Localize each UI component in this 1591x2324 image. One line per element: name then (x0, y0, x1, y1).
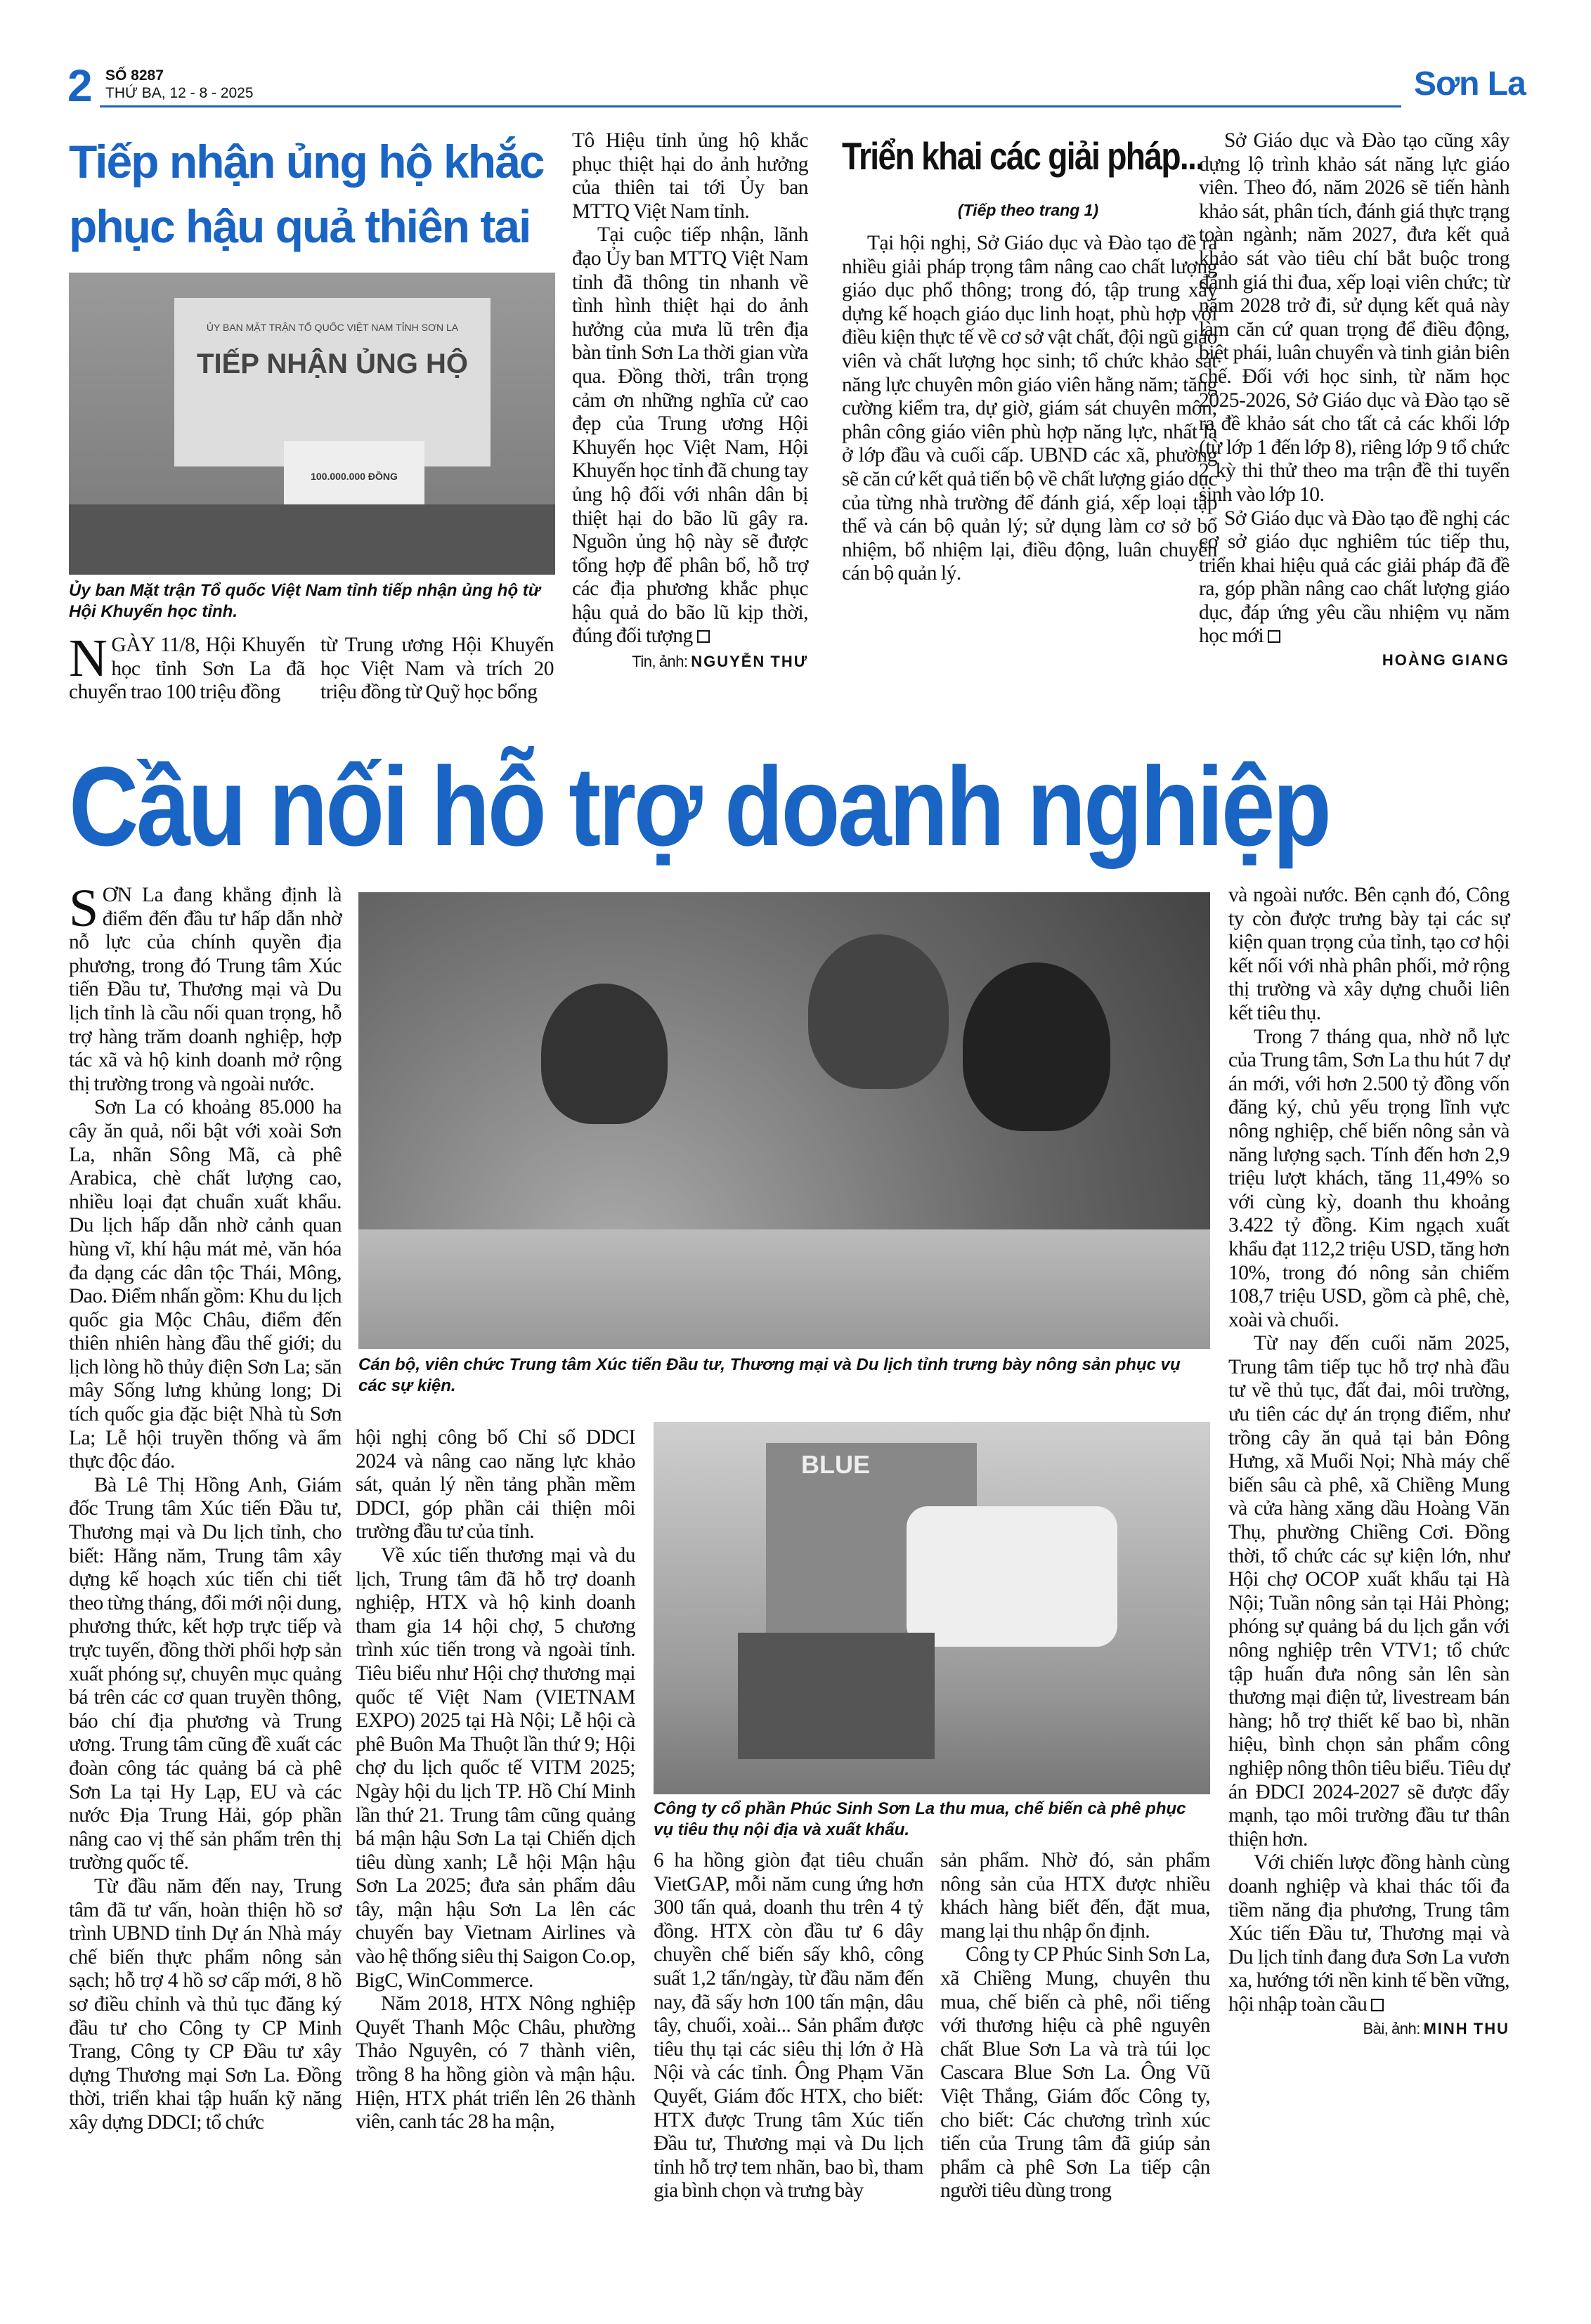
article2-continued: (Tiếp theo trang 1) (957, 201, 1099, 219)
article1-p2: Tại cuộc tiếp nhận, lãnh đạo Ủy ban MTTQ Việt Nam tỉnh đã thông tin nhanh về tình hình thiệt hại do ảnh hưởng của mưa lũ trên địa bàn tỉnh Sơn La thời gian vừa qua. Đồng thời, trân trọng cảm ơn những nghĩa cử cao đẹp của Trung ương Hội Khuyến học Việt Nam, Hội Khuyến học tỉnh đã chung tay ủng hộ đối với nhân dân bị thiệt hại do bão lũ gây ra. Nguồn ủng hộ này sẽ được tổng hợp để phân bổ, hỗ trợ các địa phương khắc phục hậu quả do bão lũ kịp thời, đúng đối tượng (572, 223, 808, 648)
article3-p: hội nghị công bố Chỉ số DDCI 2024 và nâng cao năng lực khảo sát, quản lý nền tảng phần mềm DDCI, góp phần cải thiện môi trường đầu tư của tỉnh. (356, 1426, 635, 1543)
article2-p1: Tại hội nghị, Sở Giáo dục và Đào tạo đề ra nhiều giải pháp trọng tâm nâng cao chất lượng giáo dục phổ thông; trong đó, tập trung xây dựng kế hoạch giáo dục linh hoạt, phù hợp với điều kiện thực tế về cơ sở vật chất, đội ngũ giáo viên và chất lượng học sinh; tổ chức khảo sát năng lực chuyên môn giáo viên hằng năm; tăng cường kiểm tra, dự giờ, giám sát chuyên môn; phân công giáo viên phù hợp năng lực, nhất là ở lớp đầu và cuối cấp. UBND các xã, phường sẽ căn cứ kết quả tiến bộ về chất lượng giáo dục của từng nhà trường để đánh giá, xếp loại tập thể và cán bộ quản lý; sử dụng làm cơ sở bổ nhiệm, bổ nhiệm lại, điều động, luân chuyển cán bộ quản lý. (842, 232, 1217, 585)
photo-board: 100.000.000 ĐỒNG (311, 471, 398, 482)
article3-p: Từ nay đến cuối năm 2025, Trung tâm tiếp tục hỗ trợ nhà đầu tư về thủ tục, đất đai, môi trường, ưu tiên các dự án trọng điểm, như trồng cây ăn quả tại bản Đông Hưng, xã Muổi Nọi; Nhà máy chế biến sâu cà phê, xã Chiềng Mung và cửa hàng xăng dầu Hoàng Văn Thụ, phường Chiềng Cơi. Đồng thời, tổ chức các sự kiện lớn, như Hội chợ OCOP xuất khẩu tại Hà Nội; Tuần nông sản tại Hải Phòng; phóng sự quảng bá du lịch gắn với nông nghiệp trên VTV1; tổ chức tập huấn đưa nông sản lên sàn thương mại điện tử, livestream bán hàng; hỗ trợ thiết kế bao bì, nhãn hiệu, bình chọn sản phẩm công nghiệp nông thôn tiêu biểu. Tiêu dự án ĐDCI 2024-2027 sẽ được đẩy mạnh, tạo môi trường đầu tư thân thiện hơn. (1228, 1332, 1509, 1850)
article3-p: Với chiến lược đồng hành cùng doanh nghiệp và khai thác tối đa tiềm năng địa phương, Trung tâm Xúc tiến Đầu tư, Thương mại và Du lịch tỉnh đang đưa Sơn La vươn xa, hướng tới nền kinh tế bền vững, hội nhập toàn cầu (1228, 1851, 1509, 2016)
end-mark (1268, 630, 1280, 643)
article1-byline: Tin, ảnh: NGUYỄN THƯ (632, 653, 808, 671)
article1-col3 (572, 129, 808, 674)
article1-p1-end: Tô Hiệu tỉnh ủng hộ khắc phục thiệt hại do ảnh hưởng của thiên tai tới Ủy ban MTTQ Việt Nam tỉnh. (572, 129, 808, 223)
article3-p: và ngoài nước. Bên cạnh đó, Công ty còn được trưng bày tại các sự kiện quan trọng của tỉnh, tạo cơ hội kết nối với nhà phân phối, mở rộng thị trường và xây dựng chuỗi liên kết tiêu thụ. (1228, 884, 1509, 1024)
article3-p: Sơn La có khoảng 85.000 ha cây ăn quả, nổi bật với xoài Sơn La, nhãn Sông Mã, cà phê Arabica, chè chất lượng cao, nhiều loại đạt chuẩn xuất khẩu. Du lịch hấp dẫn nhờ cảnh quan hùng vĩ, khí hậu mát mẻ, văn hóa đa dạng các dân tộc Thái, Mông, Dao. Điểm nhấn gồm: Khu du lịch quốc gia Mộc Châu, điểm đến thiên nhiên hàng đầu thế giới; du lịch lòng hồ thủy điện Sơn La; săn mây Sống lưng khủng long; Di tích quốc gia đặc biệt Nhà tù Sơn La; Lễ hội truyền thống và ẩm thực độc đáo. (69, 1096, 342, 1473)
article3-photo1-caption: Cán bộ, viên chức Trung tâm Xúc tiến Đầu tư, Thương mại và Du lịch tỉnh trưng bày nông sản phục vụ các sự kiện. (358, 1355, 1181, 1395)
section-name: Sơn La (1414, 65, 1526, 103)
article3-p: Từ đầu năm đến nay, Trung tâm đã tư vấn, hoàn thiện hồ sơ trình UBND tỉnh Dự án Nhà máy chế biến thực phẩm nông sản sạch; hỗ trợ 4 hồ sơ cấp mới, 8 hồ sơ điều chỉnh và thủ tục đăng ký đầu tư cho Công ty CP Minh Trang, Công ty CP Đầu tư xây dựng Thương mại Sơn La. Đồng thời, triển khai tập huấn kỹ năng xây dựng DDCI; tổ chức (69, 1874, 342, 2134)
photo2-sign: BLUE (801, 1450, 870, 1479)
article2-p3: Sở Giáo dục và Đào tạo đề nghị các cơ sở giáo dục nghiêm túc tiếp thu, triển khai hiệu quả các giải pháp đã đề ra, góp phần nâng cao chất lượng giáo dục, đáp ứng yêu cầu nhiệm vụ năm học mới (1199, 507, 1509, 648)
article3-p: Trong 7 tháng qua, nhờ nỗ lực của Trung tâm, Sơn La thu hút 7 dự án mới, với hơn 2.500 tỷ đồng vốn đăng ký, chủ yếu trọng lĩnh vực nông nghiệp, chế biến nông sản và năng lượng sạch. Tính đến hơn 2,9 triệu lượt khách, tăng 11,49% so với cùng kỳ, doanh thu khoảng 3.422 tỷ đồng. Kim ngạch xuất khẩu đạt 112,2 triệu USD, tăng hơn 10%, trong đó nông sản chiếm 108,7 triệu USD, gồm cà phê, chè, xoài và chuối. (1228, 1025, 1509, 1331)
article3-col1 (69, 879, 342, 2134)
article2-byline: HOÀNG GIANG (1382, 651, 1509, 670)
article3-p: 6 ha hồng giòn đạt tiêu chuẩn VietGAP, mỗi năm cung ứng hơn 300 tấn quả, doanh thu trên 4 tỷ đồng. HTX còn đầu tư 6 dây chuyền chế biến sấy khô, công suất 1,2 tấn/ngày, từ đầu năm đến nay, đã sấy hơn 100 tấn mận, dâu tây, chuối, xoài... Sản phẩm được tiêu thụ tại các siêu thị lớn ở Hà Nội và các tỉnh. Ông Phạm Văn Quyết, Giám đốc HTX, cho biết: HTX được Trung tâm Xúc tiến Đầu tư, Thương mại và Du lịch tỉnh hỗ trợ tem nhãn, bao bì, tham gia bình chọn và trưng bày (654, 1849, 923, 2202)
article3-photo2 (654, 1422, 1210, 1794)
article3-title: Cầu nối hỗ trợ doanh nghiệp (69, 743, 1330, 869)
article3-p: Năm 2018, HTX Nông nghiệp Quyết Thanh Mộc Châu, phường Thảo Nguyên, có 7 thành viên, trồng 8 ha hồng giòn và mận hậu. Hiện, HTX phát triển lên 26 thành viên, canh tác 28 ha mận, (356, 1992, 635, 2134)
article1-col2 (320, 634, 554, 705)
article2-col2 (1199, 129, 1509, 672)
photo-banner-top: ỦY BAN MẶT TRẬN TỔ QUỐC VIỆT NAM TỈNH SƠN LA (206, 322, 459, 333)
dropcap: N (69, 629, 108, 688)
article3-col3 (654, 1849, 923, 2203)
article3-p: sản phẩm. Nhờ đó, sản phẩm nông sản của HTX được nhiều khách hàng biết đến, đặt mua, mang lại thu nhập ổn định. (940, 1849, 1210, 1943)
article1-photo (69, 273, 555, 575)
article3-col2 (356, 1426, 635, 2134)
article3-col4 (940, 1849, 1210, 2203)
article3-p: Về xúc tiến thương mại và du lịch, Trung tâm đã hỗ trợ doanh nghiệp, HTX và hộ kinh doanh tham gia 14 hội chợ, 5 chương trình xúc tiến trong và ngoài tỉnh. Tiêu biểu như Hội chợ thương mại quốc tế Việt Nam (VIETNAM EXPO) 2025 tại Hà Nội; Lễ hội cà phê Buôn Ma Thuột lần thứ 9; Hội chợ du lịch quốc tế VITM 2025; Ngày hội du lịch TP. Hồ Chí Minh lần thứ 21. Trung tâm cũng quảng bá mận hậu Sơn La tại Chiến dịch tiêu dùng xanh; Lễ hội Mận hậu Sơn La 2025; đưa sản phẩm dâu tây, mận hậu Sơn La lên các chuyến bay Vietnam Airlines và vào hệ thống siêu thị Saigon Co.op, BigC, WinCommerce. (356, 1543, 635, 1992)
article1-caption: Ủy ban Mặt trận Tổ quốc Việt Nam tỉnh tiếp nhận ủng hộ từ Hội Khuyến học tỉnh. (69, 581, 540, 621)
article1-p1: GÀY 11/8, Hội Khuyến học tỉnh Sơn La đã chuyển trao 100 triệu đồng (69, 634, 305, 704)
article3-photo1 (358, 892, 1210, 1349)
end-mark (1371, 1999, 1384, 2011)
article3-p: ƠN La đang khẳng định là điểm đến đầu tư hấp dẫn nhờ nỗ lực của chính quyền địa phương, trong đó Trung tâm Xúc tiến Đầu tư, Thương mại và Du lịch tỉnh là cầu nối quan trọng, hỗ trợ hàng trăm doanh nghiệp, hợp tác xã và hộ kinh doanh mở rộng thị trường trong và ngoài nước. (69, 884, 342, 1095)
page-number: 2 (67, 60, 93, 111)
article3-photo2-caption: Công ty cổ phần Phúc Sinh Sơn La thu mua, chế biến cà phê phục vụ tiêu thụ nội địa và xuất khẩu. (654, 1799, 1186, 1839)
issue-number: SỐ 8287 (105, 67, 164, 84)
photo-banner-main: TIẾP NHẬN ỦNG HỘ (197, 348, 468, 379)
article2-col1 (842, 232, 1217, 586)
article3-col5 (1228, 884, 1509, 2040)
issue-date: THỨ BA, 12 - 8 - 2025 (105, 85, 254, 101)
article2-title: Triển khai các giải pháp... (842, 134, 1204, 178)
article3-p: Công ty CP Phúc Sinh Sơn La, xã Chiềng Mung, chuyên thu mua, chế biến cà phê, nổi tiếng với thương hiệu cà phê nguyên chất Blue Sơn La và trà túi lọc Cascara Blue Sơn La. Ông Vũ Việt Thắng, Giám đốc Công ty, cho biết: Các chương trình xúc tiến của Trung tâm đã giúp sản phẩm cà phê Sơn La tiếp cận người tiêu dùng trong (940, 1943, 1210, 2202)
dropcap: S (69, 879, 98, 938)
article3-byline: Bài, ảnh: MINH THU (1363, 2019, 1509, 2037)
article1-p1-cont: từ Trung ương Hội Khuyến học Việt Nam và trích 20 triệu đồng từ Quỹ học bổng (320, 634, 554, 704)
article2-p2: Sở Giáo dục và Đào tạo cũng xây dựng lộ trình khảo sát năng lực giáo viên. Theo đó, năm 2026 sẽ tiến hành khảo sát, phân tích, đánh giá thực trạng toàn ngành; năm 2027, đưa kết quả khảo sát vào tiêu chí bắt buộc trong đánh giá thi đua, xếp loại viên chức; từ năm 2028 trở đi, sử dụng kết quả này làm căn cứ quan trọng để điều động, biệt phái, luân chuyển và tinh giản biên chế. Đối với học sinh, từ năm học 2025-2026, Sở Giáo dục và Đào tạo sẽ ra đề khảo sát cho tất cả các khối lớp (từ lớp 1 đến lớp 8), riêng lớp 9 tổ chức 2 kỳ thi thử theo ma trận đề thi tuyển sinh vào lớp 10. (1199, 129, 1509, 506)
header-rule (100, 105, 1401, 107)
article1-title: Tiếp nhận ủng hộ khắc phục hậu quả thiên tai (69, 136, 544, 252)
end-mark (697, 630, 710, 643)
article1-col1 (69, 629, 305, 705)
article3-p: Bà Lê Thị Hồng Anh, Giám đốc Trung tâm Xúc tiến Đầu tư, Thương mại và Du lịch tỉnh, cho biết: Hằng năm, Trung tâm xây dựng kế hoạch xúc tiến chi tiết theo từng tháng, đổi mới nội dung, phương thức, kết hợp trực tiếp và trực tuyến, đồng thời phối hợp sản xuất phóng sự, chuyên mục quảng bá trên các cơ quan truyền thông, báo chí địa phương và Trung ương. Trung tâm cũng đề xuất các đoàn công tác quảng bá cà phê Sơn La tại Hy Lạp, EU và các nước Địa Trung Hải, góp phần nâng cao vị thế sản phẩm trên thị trường quốc tế. (69, 1473, 342, 1874)
